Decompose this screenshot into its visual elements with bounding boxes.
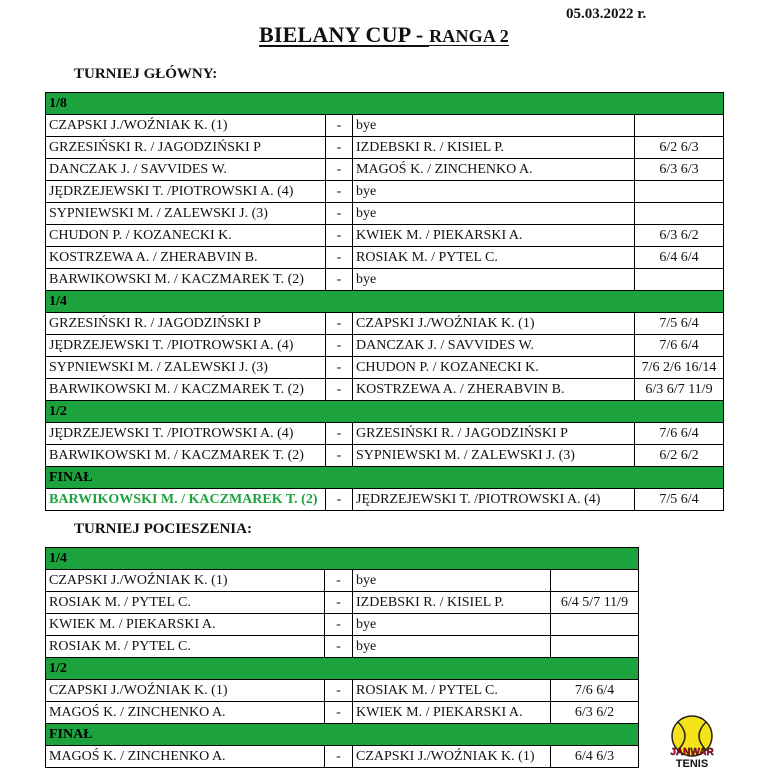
round-header — [46, 724, 639, 746]
vs-separator: - — [326, 313, 353, 335]
match-score: 6/2 6/3 — [635, 137, 724, 159]
team-two: IZDEBSKI R. / KISIEL P. — [353, 592, 551, 614]
team-one: DANCZAK J. / SAVVIDES W. — [46, 159, 326, 181]
round-name: 1/2 — [46, 658, 639, 680]
match-score: 7/5 6/4 — [635, 489, 724, 511]
team-two: ROSIAK M. / PYTEL C. — [353, 247, 635, 269]
main-tournament-label: TURNIEJ GŁÓWNY: — [74, 66, 218, 82]
vs-separator: - — [325, 614, 353, 636]
vs-separator: - — [325, 680, 353, 702]
match-score: 6/2 6/2 — [635, 445, 724, 467]
main-draw-table — [45, 92, 724, 511]
match-score — [551, 614, 639, 636]
team-one: BARWIKOWSKI M. / KACZMAREK T. (2) — [46, 489, 326, 511]
vs-separator: - — [326, 423, 353, 445]
vs-separator: - — [326, 203, 353, 225]
match-score — [551, 636, 639, 658]
vs-separator: - — [326, 357, 353, 379]
vs-separator: - — [326, 225, 353, 247]
vs-separator: - — [325, 746, 353, 768]
round-header — [46, 658, 639, 680]
round-name: 1/2 — [46, 401, 724, 423]
match-score: 7/6 6/4 — [635, 335, 724, 357]
round-name: 1/8 — [46, 93, 724, 115]
team-one: JĘDRZEJEWSKI T. /PIOTROWSKI A. (4) — [46, 335, 326, 357]
match-row — [46, 225, 724, 247]
match-row — [46, 115, 724, 137]
team-two: KWIEK M. / PIEKARSKI A. — [353, 225, 635, 247]
team-one: CZAPSKI J./WOŹNIAK K. (1) — [46, 570, 325, 592]
team-one: SYPNIEWSKI M. / ZALEWSKI J. (3) — [46, 357, 326, 379]
match-row — [46, 335, 724, 357]
consolation-draw-table — [45, 547, 639, 768]
title-sub: RANGA 2 — [429, 26, 509, 46]
team-two: bye — [353, 115, 635, 137]
team-two: JĘDRZEJEWSKI T. /PIOTROWSKI A. (4) — [353, 489, 635, 511]
vs-separator: - — [326, 115, 353, 137]
team-two: DANCZAK J. / SAVVIDES W. — [353, 335, 635, 357]
team-two: KOSTRZEWA A. / ZHERABVIN B. — [353, 379, 635, 401]
team-one: KWIEK M. / PIEKARSKI A. — [46, 614, 325, 636]
vs-separator: - — [326, 379, 353, 401]
team-two: bye — [353, 181, 635, 203]
match-score — [635, 203, 724, 225]
vs-separator: - — [326, 137, 353, 159]
consolation-tournament-label: TURNIEJ POCIESZENIA: — [74, 521, 252, 537]
team-two: ROSIAK M. / PYTEL C. — [353, 680, 551, 702]
team-one: GRZESIŃSKI R. / JAGODZIŃSKI P — [46, 137, 326, 159]
match-row — [46, 680, 639, 702]
match-row — [46, 423, 724, 445]
round-header — [46, 93, 724, 115]
match-score — [635, 269, 724, 291]
match-score: 6/3 6/7 11/9 — [635, 379, 724, 401]
match-score: 7/6 6/4 — [635, 423, 724, 445]
round-header — [46, 401, 724, 423]
match-score: 6/3 6/2 — [551, 702, 639, 724]
match-score — [635, 181, 724, 203]
match-row — [46, 489, 724, 511]
team-two: KWIEK M. / PIEKARSKI A. — [353, 702, 551, 724]
team-two: bye — [353, 269, 635, 291]
match-score: 6/4 5/7 11/9 — [551, 592, 639, 614]
team-one: JĘDRZEJEWSKI T. /PIOTROWSKI A. (4) — [46, 181, 326, 203]
team-two: bye — [353, 614, 551, 636]
round-header — [46, 291, 724, 313]
match-row — [46, 313, 724, 335]
title-main: BIELANY CUP - — [259, 22, 430, 47]
team-one: SYPNIEWSKI M. / ZALEWSKI J. (3) — [46, 203, 326, 225]
team-two: bye — [353, 636, 551, 658]
team-two: IZDEBSKI R. / KISIEL P. — [353, 137, 635, 159]
team-one: GRZESIŃSKI R. / JAGODZIŃSKI P — [46, 313, 326, 335]
match-score: 7/6 2/6 16/14 — [635, 357, 724, 379]
team-one: ROSIAK M. / PYTEL C. — [46, 592, 325, 614]
match-score: 6/3 6/2 — [635, 225, 724, 247]
team-one: BARWIKOWSKI M. / KACZMAREK T. (2) — [46, 379, 326, 401]
vs-separator: - — [326, 445, 353, 467]
team-two: MAGOŚ K. / ZINCHENKO A. — [353, 159, 635, 181]
vs-separator: - — [325, 702, 353, 724]
round-header — [46, 467, 724, 489]
page-title — [0, 22, 768, 48]
team-one: ROSIAK M. / PYTEL C. — [46, 636, 325, 658]
match-score — [551, 570, 639, 592]
match-row — [46, 592, 639, 614]
round-name: 1/4 — [46, 291, 724, 313]
vs-separator: - — [325, 636, 353, 658]
team-two: CZAPSKI J./WOŹNIAK K. (1) — [353, 746, 551, 768]
round-name: 1/4 — [46, 548, 639, 570]
round-name: FINAŁ — [46, 467, 724, 489]
logo-text-line1: JANWAR — [670, 747, 714, 758]
team-one: CZAPSKI J./WOŹNIAK K. (1) — [46, 115, 326, 137]
match-row — [46, 570, 639, 592]
match-score: 6/3 6/3 — [635, 159, 724, 181]
match-score: 6/4 6/3 — [551, 746, 639, 768]
team-two: bye — [353, 203, 635, 225]
team-one: CHUDON P. / KOZANECKI K. — [46, 225, 326, 247]
team-two: bye — [353, 570, 551, 592]
round-header — [46, 548, 639, 570]
match-row — [46, 636, 639, 658]
team-two: CZAPSKI J./WOŹNIAK K. (1) — [353, 313, 635, 335]
vs-separator: - — [326, 335, 353, 357]
team-one: KOSTRZEWA A. / ZHERABVIN B. — [46, 247, 326, 269]
document-date: 05.03.2022 r. — [566, 6, 647, 22]
logo-text-line2: TENIS — [675, 758, 709, 770]
team-one: BARWIKOWSKI M. / KACZMAREK T. (2) — [46, 445, 326, 467]
match-score: 7/5 6/4 — [635, 313, 724, 335]
match-row — [46, 614, 639, 636]
match-row — [46, 159, 724, 181]
match-row — [46, 357, 724, 379]
vs-separator: - — [326, 181, 353, 203]
team-one: BARWIKOWSKI M. / KACZMAREK T. (2) — [46, 269, 326, 291]
janwar-tenis-logo — [664, 712, 720, 772]
match-row — [46, 269, 724, 291]
vs-separator: - — [325, 592, 353, 614]
team-two: SYPNIEWSKI M. / ZALEWSKI J. (3) — [353, 445, 635, 467]
match-row — [46, 702, 639, 724]
match-row — [46, 181, 724, 203]
match-row — [46, 379, 724, 401]
vs-separator: - — [326, 247, 353, 269]
match-score: 7/6 6/4 — [551, 680, 639, 702]
vs-separator: - — [325, 570, 353, 592]
match-score — [635, 115, 724, 137]
vs-separator: - — [326, 159, 353, 181]
match-row — [46, 247, 724, 269]
vs-separator: - — [326, 269, 353, 291]
match-row — [46, 203, 724, 225]
team-one: JĘDRZEJEWSKI T. /PIOTROWSKI A. (4) — [46, 423, 326, 445]
team-two: CHUDON P. / KOZANECKI K. — [353, 357, 635, 379]
team-one: MAGOŚ K. / ZINCHENKO A. — [46, 702, 325, 724]
team-one: CZAPSKI J./WOŹNIAK K. (1) — [46, 680, 325, 702]
match-score: 6/4 6/4 — [635, 247, 724, 269]
team-one: MAGOŚ K. / ZINCHENKO A. — [46, 746, 325, 768]
vs-separator: - — [326, 489, 353, 511]
team-two: GRZESIŃSKI R. / JAGODZIŃSKI P — [353, 423, 635, 445]
match-row — [46, 445, 724, 467]
round-name: FINAŁ — [46, 724, 639, 746]
match-row — [46, 137, 724, 159]
match-row — [46, 746, 639, 768]
